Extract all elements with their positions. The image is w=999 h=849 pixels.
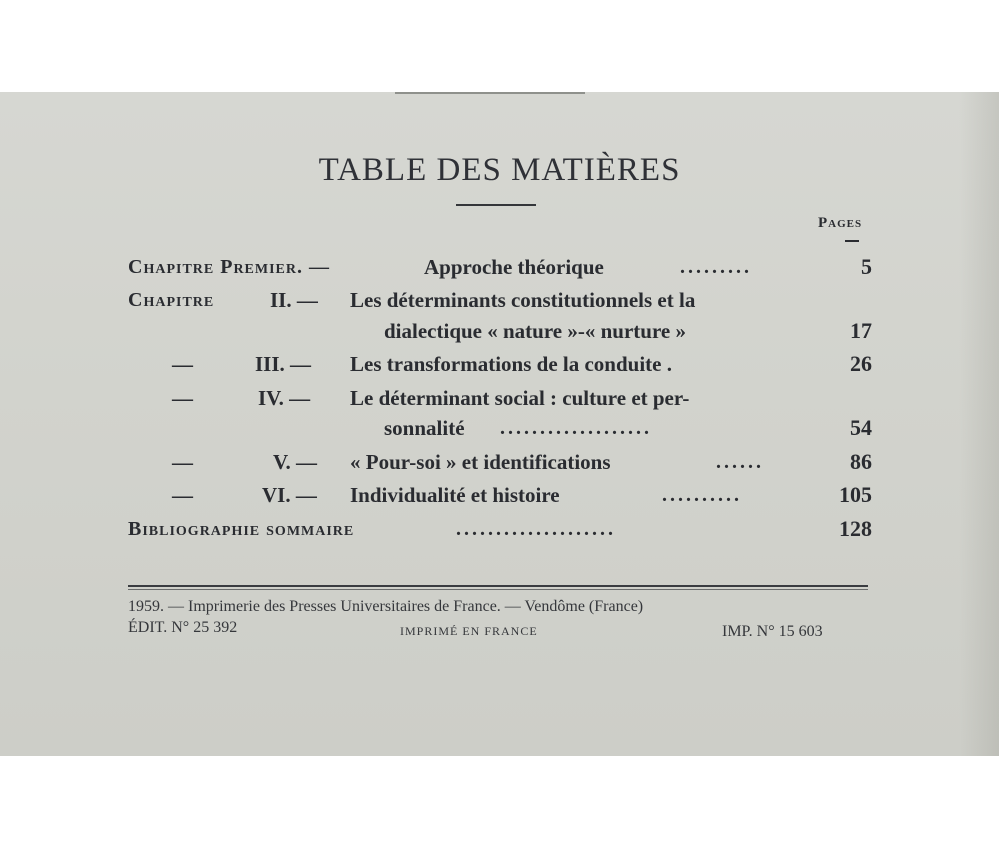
imprint-number: IMP. N° 15 603	[722, 623, 823, 640]
toc-entry-dash: —	[172, 483, 193, 507]
toc-entry-numeral: III. —	[255, 352, 312, 376]
toc-entry-title: Approche théorique	[424, 255, 604, 279]
title-rule	[456, 204, 536, 206]
toc-entry-title: Le déterminant social : culture et per-	[350, 386, 690, 410]
toc-leader-dots: ..........	[662, 484, 742, 506]
toc-leader-dots: ...................	[500, 417, 652, 439]
toc-entry-numeral: V. —	[273, 450, 317, 474]
toc-entry-prefix: Bibliographie sommaire	[128, 518, 355, 540]
footer-rule	[128, 585, 868, 587]
toc-page-number: 17	[850, 318, 872, 343]
toc-entry-numeral: II. —	[270, 288, 318, 312]
toc-page-number: 54	[850, 415, 872, 440]
toc-page-number: 105	[839, 482, 872, 507]
toc-entry-numeral: IV. —	[258, 386, 311, 410]
toc-leader-dots: ....................	[456, 518, 616, 540]
pages-column-header: Pages	[818, 215, 863, 231]
toc-entry-prefix: Chapitre	[128, 289, 215, 311]
toc-leader-dots: ......	[716, 451, 764, 473]
toc-entry-dash: —	[172, 450, 193, 474]
toc-leader-dots: .........	[680, 256, 752, 278]
toc-page-number: 86	[850, 449, 872, 474]
toc-page-number: 26	[850, 351, 872, 376]
toc-entry-title: Individualité et histoire	[350, 483, 560, 507]
toc-entry-numeral: VI. —	[262, 483, 317, 507]
toc-page-number: 5	[861, 254, 872, 279]
toc-entry-title-cont: sonnalité	[384, 416, 465, 440]
pages-header-dash	[845, 240, 859, 242]
top-rule	[395, 92, 585, 94]
edition-number: ÉDIT. N° 25 392	[128, 619, 238, 636]
toc-entry-prefix: Chapitre Premier. —	[128, 256, 331, 278]
printer-imprint: 1959. — Imprimerie des Presses Universitaires de France. — Vendôme (France)	[128, 598, 644, 615]
toc-entry-dash: —	[172, 352, 193, 376]
toc-entry-title: Les transformations de la conduite .	[350, 352, 672, 376]
page-title: TABLE DES MATIÈRES	[318, 152, 681, 188]
book-page	[0, 92, 999, 756]
toc-entry-dash: —	[172, 386, 193, 410]
toc-entry-title: « Pour-soi » et identifications	[350, 450, 611, 474]
printed-in-france: IMPRIMÉ EN FRANCE	[400, 624, 538, 638]
toc-entry-title: Les déterminants constitutionnels et la	[350, 288, 696, 312]
toc-page-number: 128	[839, 516, 872, 541]
footer-rule-thin	[128, 589, 868, 590]
toc-entry-title-cont: dialectique « nature »-« nurture »	[384, 319, 686, 343]
